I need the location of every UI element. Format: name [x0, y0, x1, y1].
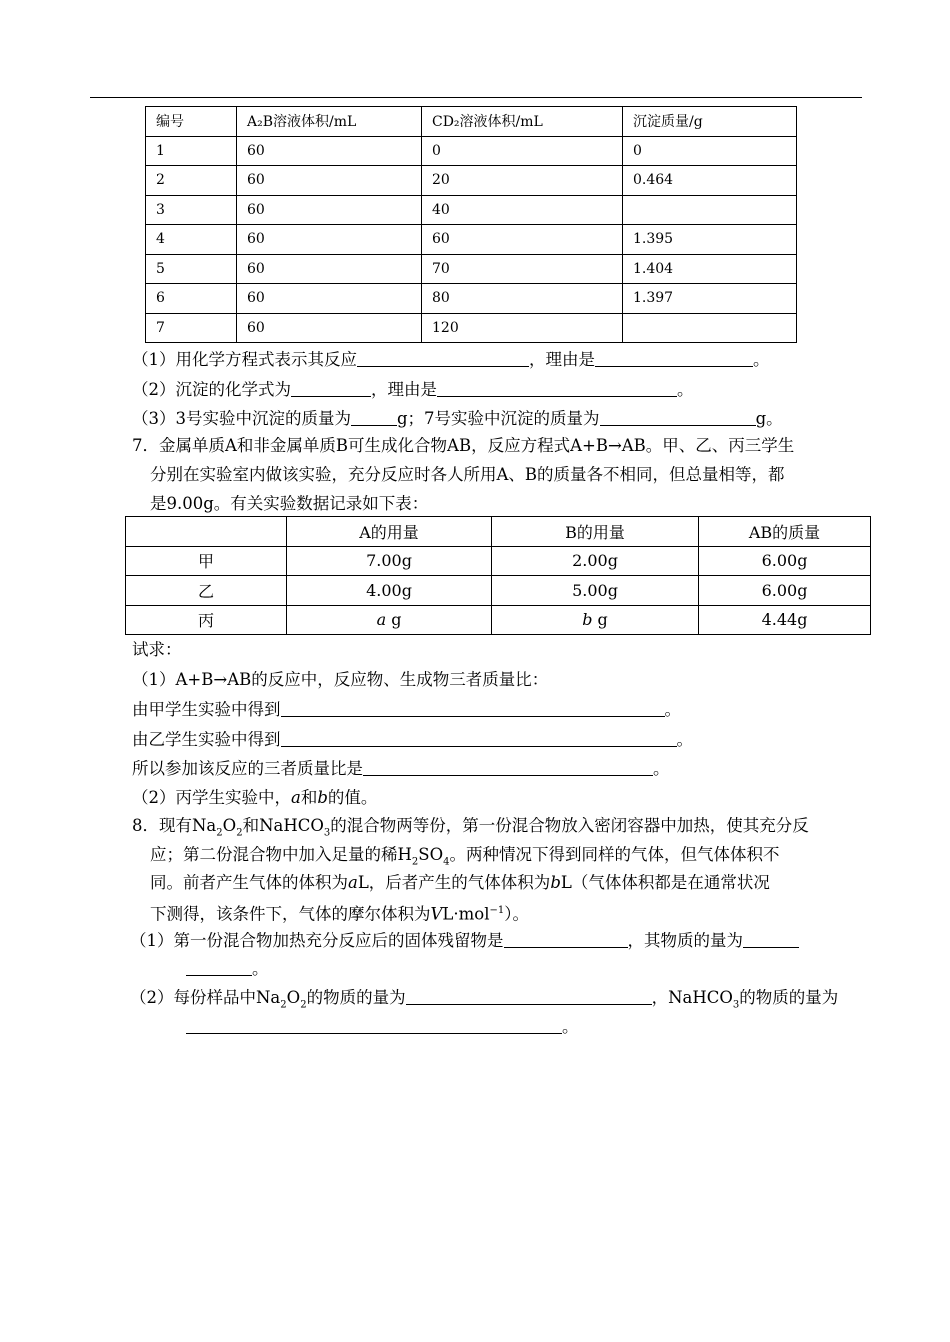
table-cell: 2.00g	[492, 546, 699, 576]
question-text: ，其物质的量为	[627, 931, 743, 950]
answer-blank[interactable]	[600, 409, 756, 426]
question-text: （3）3号实验中沉淀的质量为	[132, 409, 351, 428]
answer-blank[interactable]	[291, 380, 371, 397]
table-header-cell: A₂B溶液体积/mL	[237, 107, 422, 137]
q8-part2-cont	[186, 1016, 579, 1038]
subscript: 3	[323, 827, 331, 839]
question-text: ，理由是	[529, 350, 595, 369]
table-row	[146, 225, 797, 255]
header-rule	[90, 97, 862, 98]
table-cell: 0	[623, 136, 797, 166]
q7-from-jia	[132, 699, 681, 721]
table-cell: 60	[237, 254, 422, 284]
q8-line1	[132, 815, 809, 844]
answer-blank[interactable]	[357, 350, 529, 367]
table-row	[146, 254, 797, 284]
q6-part1	[132, 349, 770, 371]
variable-a: a	[348, 873, 358, 892]
q7-ratio	[132, 758, 670, 780]
table-cell: 1.397	[623, 284, 797, 314]
unit-text: g	[386, 610, 402, 630]
table-cell: 7.00g	[287, 546, 492, 576]
question-text: （2）每份样品中Na	[130, 988, 281, 1007]
question-text: 8．现有Na	[132, 816, 217, 835]
table-row	[146, 136, 797, 166]
question-text: O	[222, 816, 237, 835]
table-header-cell: CD₂溶液体积/mL	[422, 107, 623, 137]
table-row	[126, 605, 871, 635]
table-row	[146, 313, 797, 343]
question-text: 和	[300, 788, 318, 807]
variable-b: b	[582, 610, 593, 630]
question-text: 。	[677, 380, 694, 399]
question-text: 同。前者产生气体的体积为	[150, 873, 348, 892]
question-text: 下测得，该条件下，气体的摩尔体积为	[150, 904, 431, 924]
table-cell: 60	[237, 136, 422, 166]
table-cell	[623, 195, 797, 225]
question-text: 。	[753, 350, 770, 369]
answer-blank[interactable]	[281, 730, 677, 747]
q6-part2	[132, 379, 694, 401]
table-cell: 60	[237, 166, 422, 196]
q7-line1: 7．金属单质A和非金属单质B可生成化合物AB，反应方程式A+B→AB。甲、乙、丙三学生	[132, 436, 795, 455]
answer-blank[interactable]	[186, 1017, 562, 1034]
question-text: 的混合物两等份，第一份混合物放入密闭容器中加热，使其充分反	[330, 816, 809, 835]
question-text: 的值。	[327, 788, 378, 807]
table-row	[146, 284, 797, 314]
answer-blank[interactable]	[363, 759, 653, 776]
table-cell: 70	[422, 254, 623, 284]
q7-line2: 分别在实验室内做该实验，充分反应时各人所用A、B的质量各不相同，但总量相等，都	[150, 465, 785, 484]
table-cell: 甲	[126, 546, 287, 576]
question-text: 。	[562, 1017, 579, 1036]
variable-b: b	[550, 873, 561, 892]
table-cell: 6.00g	[699, 576, 871, 606]
variable-a: a	[376, 610, 387, 630]
subscript: 2	[216, 827, 223, 839]
question-text: ，理由是	[371, 380, 437, 399]
subscript: 2	[236, 827, 243, 839]
answer-blank[interactable]	[743, 931, 799, 948]
table-cell: 4.00g	[287, 576, 492, 606]
question-text: （1）第一份混合物加热充分反应后的固体残留物是	[130, 931, 504, 950]
question-text: 和NaHCO	[242, 816, 324, 835]
q6-part3	[132, 408, 783, 430]
question-text: （1）用化学方程式表示其反应	[132, 350, 357, 369]
answer-blank[interactable]	[595, 350, 753, 367]
q7-sub2	[132, 787, 377, 809]
table-cell: 60	[237, 195, 422, 225]
question-text: 的物质的量为	[739, 988, 839, 1007]
q8-line4	[150, 900, 529, 926]
table-cell	[492, 605, 699, 635]
table-row	[126, 546, 871, 576]
table-cell: 3	[146, 195, 237, 225]
q7-from-yi	[132, 729, 693, 751]
question-text: 。	[676, 730, 693, 749]
table-cell: 60	[237, 284, 422, 314]
table-cell: 4	[146, 225, 237, 255]
table-cell	[287, 605, 492, 635]
unit-text: g	[592, 610, 608, 630]
subscript: 2	[411, 856, 419, 868]
table-cell: 2	[146, 166, 237, 196]
answer-blank[interactable]	[504, 931, 628, 948]
table-cell: 6.00g	[699, 546, 871, 576]
q7-line3: 是9.00g。有关实验数据记录如下表：	[150, 494, 429, 513]
question-text: ，NaHCO	[651, 988, 733, 1007]
question-text: 所以参加该反应的三者质量比是	[132, 759, 363, 778]
answer-blank[interactable]	[351, 409, 397, 426]
table-cell: 0.464	[623, 166, 797, 196]
table-cell: 丙	[126, 605, 287, 635]
question-text: L·mol	[442, 904, 490, 924]
variable-b: b	[317, 788, 328, 807]
table-header-cell: B的用量	[492, 517, 699, 547]
question-text: （2）沉淀的化学式为	[132, 380, 291, 399]
question-text: （2）丙学生实验中，	[132, 788, 291, 807]
table-header-row	[126, 517, 871, 547]
question-text: 。	[252, 959, 269, 978]
q7-ask: 试求：	[132, 640, 182, 659]
table-header-cell: 编号	[146, 107, 237, 137]
question-text: g。	[755, 409, 783, 428]
table-cell: 60	[237, 225, 422, 255]
table-cell: 120	[422, 313, 623, 343]
table-cell: 80	[422, 284, 623, 314]
question-text: ）。	[504, 904, 529, 924]
table-cell: 40	[422, 195, 623, 225]
table-cell: 60	[237, 313, 422, 343]
table-header-cell: AB的质量	[699, 517, 871, 547]
q8-line3	[150, 872, 770, 894]
answer-blank[interactable]	[406, 988, 652, 1005]
table-row	[126, 576, 871, 606]
question-text: 。两种情况下得到同样的气体，但气体体积不	[449, 845, 780, 864]
question-text: O	[286, 988, 301, 1007]
answer-blank[interactable]	[186, 959, 252, 976]
question-text: g；7号实验中沉淀的质量为	[397, 409, 600, 428]
table-cell: 4.44g	[699, 605, 871, 635]
answer-blank[interactable]	[281, 700, 665, 717]
subscript: 3	[732, 999, 740, 1011]
answer-blank[interactable]	[437, 380, 677, 397]
reaction-table	[125, 516, 871, 635]
precipitate-table	[145, 106, 797, 343]
subscript: 4	[443, 856, 450, 868]
table-cell: 乙	[126, 576, 287, 606]
table-cell: 6	[146, 284, 237, 314]
subscript: 2	[280, 999, 287, 1011]
question-text: L（气体体积都是在通常状况	[560, 873, 770, 892]
variable-v: V	[430, 904, 443, 924]
table-cell: 1	[146, 136, 237, 166]
q8-line2	[150, 844, 779, 873]
table-cell: 5	[146, 254, 237, 284]
question-text: SO	[418, 845, 444, 864]
table-header-row	[146, 107, 797, 137]
table-cell: 1.404	[623, 254, 797, 284]
question-text: 。	[653, 759, 670, 778]
superscript: −1	[489, 905, 505, 916]
q8-part2	[130, 987, 838, 1016]
table-cell: 5.00g	[492, 576, 699, 606]
question-text: 由甲学生实验中得到	[132, 700, 281, 719]
table-cell: 0	[422, 136, 623, 166]
table-header-cell: 沉淀质量/g	[623, 107, 797, 137]
table-cell	[623, 313, 797, 343]
table-cell: 60	[422, 225, 623, 255]
table-row	[146, 166, 797, 196]
q7-sub1: （1）A+B→AB的反应中，反应物、生成物三者质量比：	[132, 670, 549, 689]
subscript: 2	[300, 999, 307, 1011]
variable-a: a	[291, 788, 301, 807]
table-header-cell	[126, 517, 287, 547]
q8-part1	[130, 930, 799, 952]
table-cell: 7	[146, 313, 237, 343]
question-text: 应；第二份混合物中加入足量的稀H	[150, 845, 412, 864]
table-row	[146, 195, 797, 225]
question-text: 。	[664, 700, 681, 719]
table-header-cell: A的用量	[287, 517, 492, 547]
table-cell: 1.395	[623, 225, 797, 255]
question-text: L，后者产生的气体体积为	[357, 873, 551, 892]
q8-part1-cont	[186, 958, 269, 980]
question-text: 由乙学生实验中得到	[132, 730, 281, 749]
table-cell: 20	[422, 166, 623, 196]
question-text: 的物质的量为	[306, 988, 406, 1007]
